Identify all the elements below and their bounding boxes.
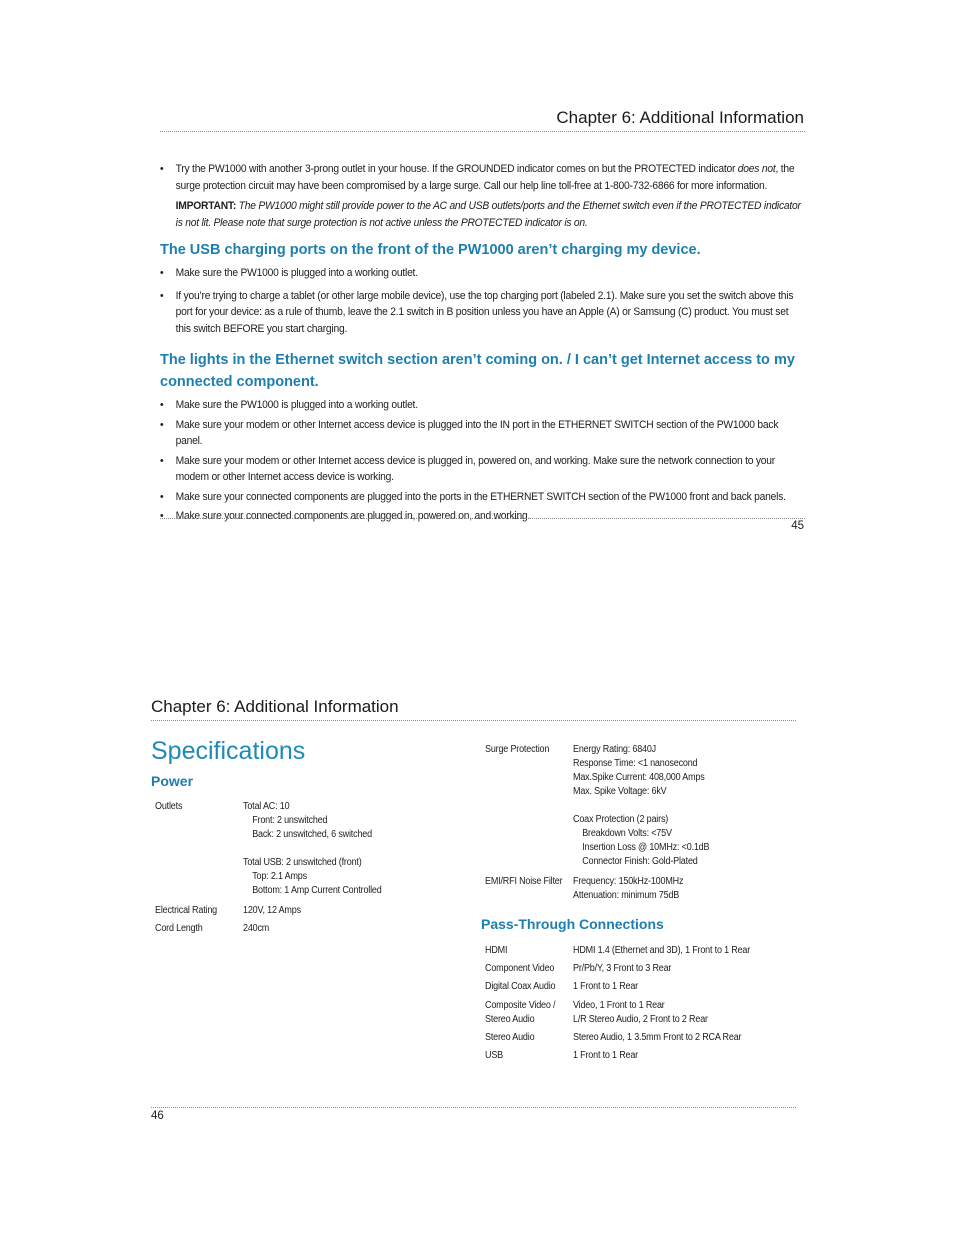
table-row: Cord Length 240cm — [155, 923, 270, 934]
chapter-header: Chapter 6: Additional Information — [556, 108, 804, 127]
table-row: Electrical Rating 120V, 12 Amps — [155, 905, 301, 916]
table-row: USB 1 Front to 1 Rear — [485, 1050, 639, 1061]
table-row: Digital Coax Audio 1 Front to 1 Rear — [485, 981, 639, 992]
power-heading: Power — [151, 773, 194, 789]
footer-rule — [160, 518, 805, 519]
list-item: • Make sure the PW1000 is plugged into a working outlet. — [160, 397, 804, 414]
troubleshoot-list-top — [160, 161, 804, 231]
table-row: Component Video Pr/Pb/Y, 3 Front to 3 Rear — [485, 963, 672, 974]
table-row: EMI/RFI Noise Filter Frequency: 150kHz-100MHz Attenuation: minimum 75dB — [485, 876, 684, 901]
header-rule — [151, 720, 796, 721]
surge-table — [485, 743, 795, 905]
usb-list — [160, 265, 804, 337]
passthrough-table — [485, 944, 795, 1067]
table-row: Outlets Total AC: 10 Front: 2 unswitched Back: 2 unswitched, 6 switched Total USB: 2 unswitched (front) Top: 2.1 Amps Bottom: 1 Amp Current Controlled — [155, 801, 382, 896]
page-number: 46 — [151, 1110, 164, 1122]
list-item: • Make sure your connected components are plugged in, powered on, and working. — [160, 508, 804, 525]
list-item: • Make sure your modem or other Internet access device is plugged into the IN port in the ETHERNET SWITCH section of the PW1000 back panel. — [160, 417, 804, 450]
list-item: • Try the PW1000 with another 3-prong outlet in your house. If the GROUNDED indicator comes on but the PROTECTED indicator does not, the surge protection circuit may have been compromised by a large surge. Call our help line toll-free at 1-800-732-6866 for more information. IMPORTANT: The PW1000 might still provide power to the AC and USB outlets/ports and the Ethernet switch even if the PROTECTED indicator is not lit. Please note that surge protection is not active unless the PROTECTED indicator is on. — [160, 161, 804, 231]
power-table — [155, 800, 465, 940]
chapter-header: Chapter 6: Additional Information — [151, 697, 399, 716]
table-row: Stereo Audio Stereo Audio, 1 3.5mm Front to 2 RCA Rear — [485, 1032, 742, 1043]
header-rule — [160, 131, 805, 132]
footer-rule — [151, 1107, 796, 1108]
list-item: • If you’re trying to charge a tablet (or other large mobile device), use the top charging port (labeled 2.1). Make sure you set the switch above this port for your device: as a rule of thumb, leave the 2.1 switch in B position unless you have an Apple (A) or Samsung (C) product. You must set this switch BEFORE you start charging. — [160, 288, 804, 338]
page-number: 45 — [791, 520, 804, 532]
list-item: • Make sure your connected components are plugged into the ports in the ETHERNET SWITCH section of the PW1000 front and back panels. — [160, 489, 804, 506]
ethernet-heading: The lights in the Ethernet switch section aren’t coming on. / I can’t get Internet access to my connected component. — [160, 352, 795, 390]
important-note: IMPORTANT: The PW1000 might still provide power to the AC and USB outlets/ports and the Ethernet switch even if the PROTECTED indicator is not lit. Please note that surge protection is not active unless the PROTECTED indicator is on. — [175, 200, 801, 229]
usb-heading: The USB charging ports on the front of the PW1000 aren’t charging my device. — [160, 242, 701, 258]
passthrough-heading: Pass-Through Connections — [481, 916, 664, 932]
list-item: • Make sure the PW1000 is plugged into a working outlet. — [160, 265, 804, 282]
ethernet-list — [160, 397, 804, 525]
page-title: Specifications — [151, 737, 306, 765]
table-row: Surge Protection Energy Rating: 6840J Response Time: <1 nanosecond Max.Spike Current: 408,000 Amps Max. Spike Voltage: 6kV Coax Protection (2 pairs) Breakdown Volts: <75V Insertion Loss @ 10MHz: <0.1dB Connector Finish: Gold-Plated — [485, 744, 710, 867]
table-row: HDMI HDMI 1.4 (Ethernet and 3D), 1 Front to 1 Rear — [485, 945, 751, 956]
table-row: Composite Video / Stereo Audio Video, 1 Front to 1 Rear L/R Stereo Audio, 2 Front to 2 Rear — [485, 1000, 708, 1025]
list-item: • Make sure your modem or other Internet access device is plugged in, powered on, and working. Make sure the network connection to your modem or other Internet access device is working. — [160, 453, 804, 486]
